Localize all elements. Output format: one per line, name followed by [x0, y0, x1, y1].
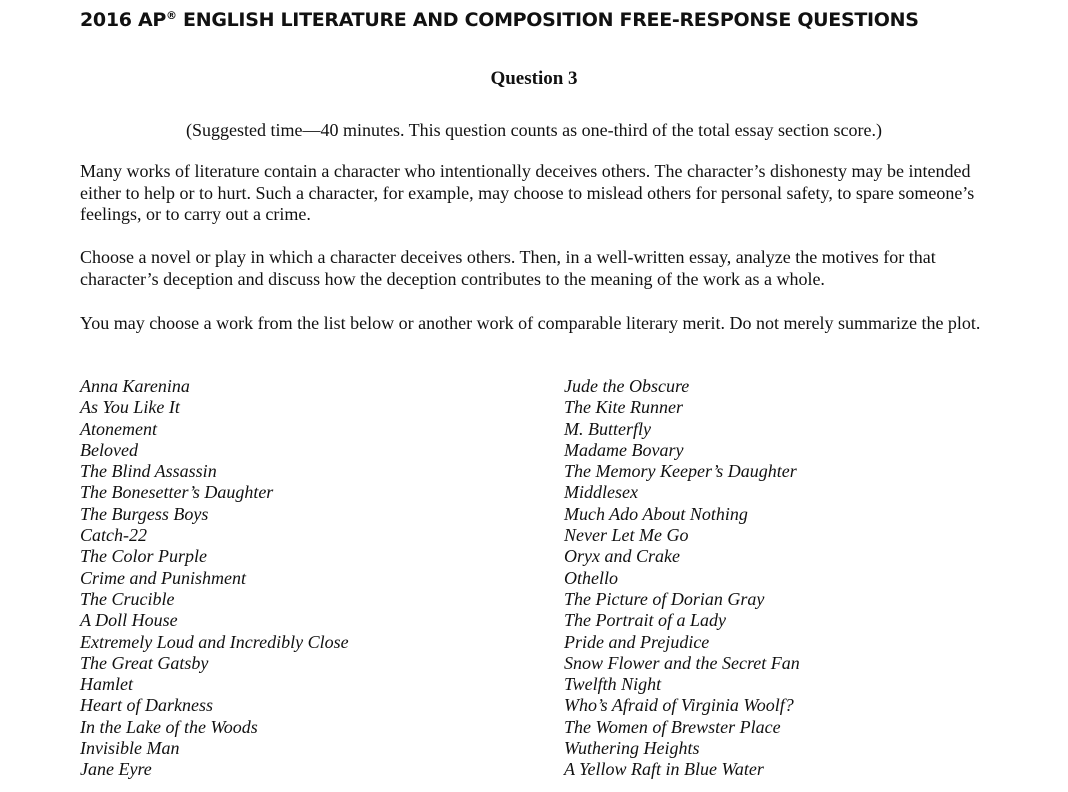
- exam-header-title-start: 2016 AP: [80, 9, 167, 31]
- works-list-right: [564, 376, 800, 781]
- work-title: M. Butterfly: [564, 418, 651, 439]
- work-title: The Portrait of a Lady: [564, 610, 727, 631]
- question-title: Question 3: [490, 68, 578, 89]
- suggested-time-note: (Suggested time—40 minutes. This question counts as one-third of the total essay section score.): [185, 120, 883, 140]
- work-title: In the Lake of the Woods: [80, 716, 258, 737]
- work-title: The Crucible: [80, 588, 175, 609]
- prompt-paragraph-2: Choose a novel or play in which a character deceives others. Then, in a well-written essay, analyze the motives for that character’s deception and discuss how the deception contributes to the meaning of the work as a whole.: [80, 247, 936, 289]
- work-title: Who’s Afraid of Virginia Woolf?: [564, 695, 794, 716]
- work-title: Crime and Punishment: [80, 567, 246, 588]
- work-title: Oryx and Crake: [564, 546, 680, 567]
- work-title: Anna Karenina: [80, 376, 190, 396]
- work-title: The Burgess Boys: [80, 503, 209, 524]
- work-title: Invisible Man: [80, 738, 180, 759]
- work-title: The Kite Runner: [564, 397, 683, 418]
- work-title: The Great Gatsby: [80, 652, 209, 673]
- work-title: Never Let Me Go: [564, 525, 689, 546]
- prompt-paragraph-3: You may choose a work from the list below or another work of comparable literary merit. Do not merely summarize the plot.: [80, 313, 981, 333]
- work-title: The Memory Keeper’s Daughter: [564, 461, 797, 482]
- work-title: Twelfth Night: [564, 674, 662, 695]
- work-title: Heart of Darkness: [80, 695, 213, 716]
- prompt-paragraph-1: Many works of literature contain a character who intentionally deceives others. The character’s dishonesty may be intended either to help or to hurt. Such a character, for example, may choose to mislead others for personal safety, to spare someone’s feelings, or to carry out a crime.: [80, 161, 975, 224]
- work-title: The Bonesetter’s Daughter: [80, 482, 274, 503]
- work-title: The Color Purple: [80, 546, 208, 567]
- work-title: Beloved: [80, 439, 138, 460]
- works-list-left: [80, 376, 349, 781]
- work-title: Wuthering Heights: [564, 738, 700, 759]
- work-title: Much Ado About Nothing: [564, 503, 748, 524]
- work-title: Jude the Obscure: [564, 376, 690, 396]
- work-title: Catch-22: [80, 525, 147, 546]
- work-title: The Blind Assassin: [80, 461, 217, 482]
- work-title: The Women of Brewster Place: [564, 716, 781, 737]
- exam-header-title-end: ENGLISH LITERATURE AND COMPOSITION FREE-RESPONSE QUESTIONS: [176, 9, 919, 31]
- work-title: Madame Bovary: [564, 439, 684, 460]
- work-title: Hamlet: [80, 674, 133, 695]
- work-title: Middlesex: [564, 482, 638, 503]
- work-title: Extremely Loud and Incredibly Close: [80, 631, 349, 652]
- work-title: Jane Eyre: [80, 759, 152, 780]
- work-title: A Doll House: [80, 610, 178, 631]
- registered-trademark-mark: ®: [166, 9, 177, 22]
- work-title: The Picture of Dorian Gray: [564, 588, 765, 609]
- work-title: Othello: [564, 567, 618, 588]
- work-title: A Yellow Raft in Blue Water: [564, 759, 764, 780]
- work-title: As You Like It: [80, 397, 180, 418]
- work-title: Snow Flower and the Secret Fan: [564, 652, 800, 673]
- work-title: Atonement: [80, 418, 157, 439]
- exam-header: [80, 9, 1040, 31]
- work-title: Pride and Prejudice: [564, 631, 710, 652]
